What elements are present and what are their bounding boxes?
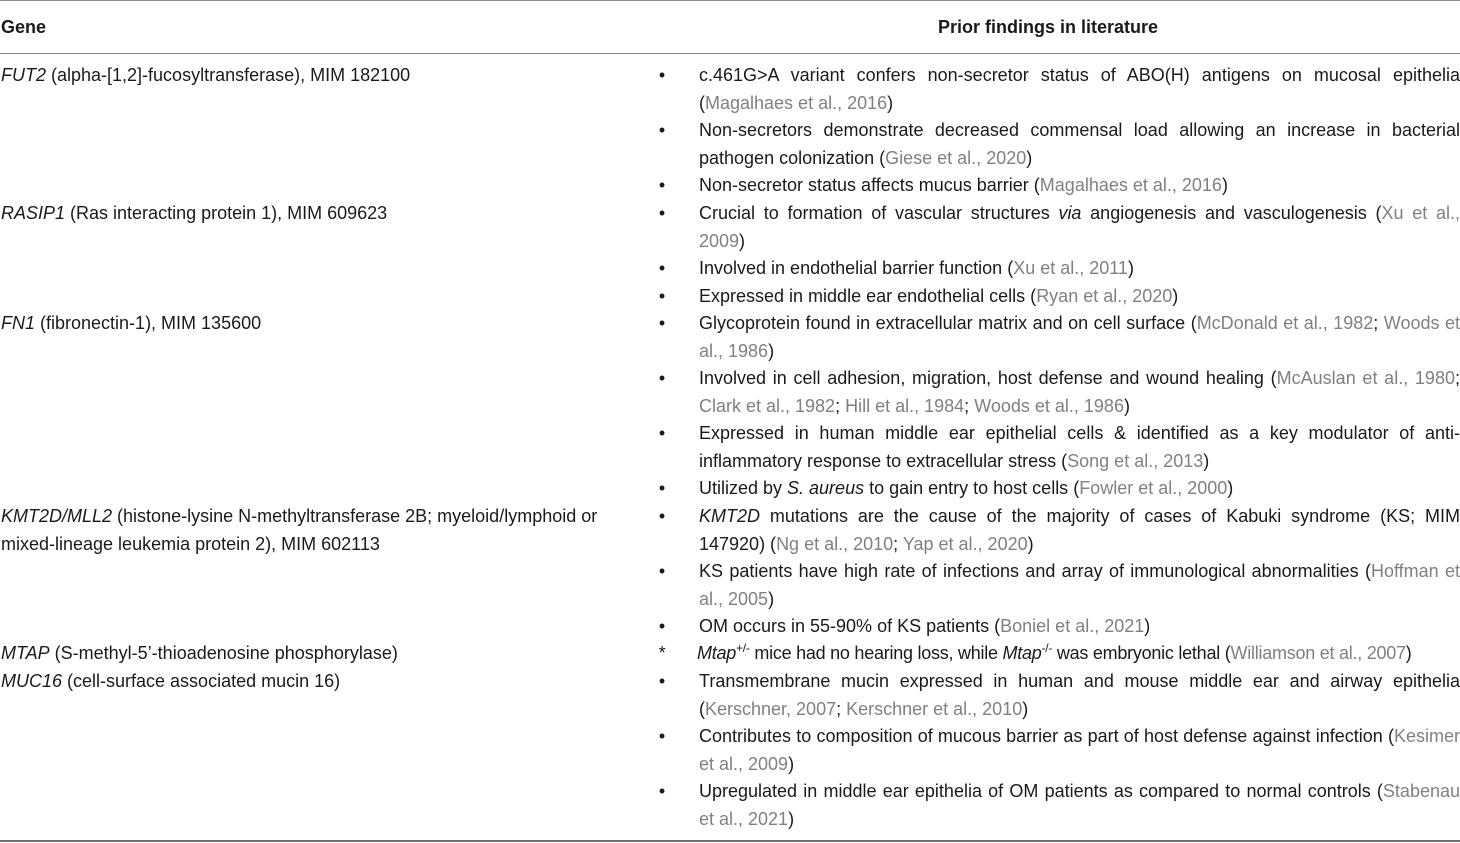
finding-text: ) (788, 753, 795, 774)
finding-text: angiogenesis and vasculogenesis ( (1081, 203, 1382, 223)
citation: Clark et al., 1982 (699, 395, 836, 416)
genotype-superscript: -/- (1041, 641, 1053, 655)
finding-text: Upregulated in middle ear epithelia of OM patients as compared to normal controls ( (699, 781, 1383, 801)
gene-symbol: KMT2D/MLL2 (1, 506, 113, 526)
bullet: • (658, 478, 666, 498)
finding-item (656, 475, 1460, 503)
finding-text: ) (768, 340, 775, 361)
citation: Magalhaes et al., 2016 (705, 92, 888, 113)
finding-text: ; (836, 698, 847, 719)
citation: McAuslan et al., 1980 (1276, 368, 1455, 388)
gene-symbol: MTAP (1, 643, 50, 663)
finding-text: Contributes to composition of mucous barrier as part of host defense against infection ( (699, 726, 1394, 746)
gene-description: (alpha-[1,2]-fucosyltransferase), MIM 182100 (46, 65, 411, 85)
finding-item (656, 200, 1460, 255)
finding-text: ) (1022, 698, 1029, 719)
genotype-superscript: +/- (736, 641, 750, 655)
finding-text: mutations are the cause of the majority of cases of Kabuki syndrome (KS; MIM 147920) ( (699, 506, 1460, 554)
bullet: • (658, 506, 666, 526)
finding-text: ; (1373, 313, 1384, 333)
citation: Yap et al., 2020 (902, 533, 1028, 554)
finding-text: Expressed in human middle ear epithelial cells & identified as a key modulator of anti-inflammatory response to extracellular stress ( (699, 423, 1460, 471)
citation: Kerschner, 2007 (705, 698, 837, 719)
finding-item (656, 62, 1460, 117)
citation: Kesimer et al., 2009 (699, 726, 1460, 774)
finding-italic: S. aureus (787, 478, 865, 498)
finding-text: Transmembrane mucin expressed in human and mouse middle ear and airway epithelia ( (699, 671, 1460, 719)
bullet: * (658, 643, 666, 663)
citation: Boniel et al., 2021 (1000, 616, 1145, 636)
header-rule (0, 53, 1460, 54)
finding-item (656, 778, 1460, 833)
bullet: • (658, 258, 666, 278)
finding-text: ) (1172, 285, 1179, 306)
finding-text: OM occurs in 55-90% of KS patients ( (699, 616, 1001, 636)
finding-item (656, 310, 1460, 365)
finding-item (656, 117, 1460, 172)
gene-description: (fibronectin-1), MIM 135600 (35, 313, 262, 333)
finding-text: ) (1405, 643, 1412, 663)
bullet: • (658, 781, 666, 801)
finding-text: c.461G>A variant confers non-secretor status of ABO(H) antigens on mucosal epithelia ( (699, 65, 1460, 113)
finding-text: ) (1221, 175, 1228, 195)
bullet: • (658, 175, 666, 195)
findings-kmt2d (656, 503, 1460, 641)
bullet: • (658, 616, 666, 636)
findings-fn1 (656, 310, 1460, 503)
finding-item (656, 640, 1460, 668)
citation: Stabenau et al., 2021 (699, 781, 1460, 829)
finding-text: ; (835, 395, 846, 416)
citation: Hoffman et al., 2005 (699, 561, 1460, 609)
citation: Woods et al., 1986 (974, 395, 1124, 416)
gene-cell-mtap (1, 640, 641, 668)
gene-symbol: RASIP1 (1, 203, 66, 223)
bullet: • (658, 203, 666, 223)
bullet: • (658, 313, 666, 333)
citation: Ng et al., 2010 (776, 533, 894, 554)
bullet: • (658, 368, 666, 388)
bullet: • (658, 285, 666, 306)
finding-text: ) (739, 230, 746, 251)
gene-description: (S-methyl-5’-thioadenosine phosphorylase) (49, 643, 398, 663)
finding-text: ) (1123, 395, 1130, 416)
citation: Fowler et al., 2000 (1079, 478, 1228, 498)
findings-mtap (656, 640, 1460, 668)
finding-item (656, 283, 1460, 311)
gene-cell-rasip1 (1, 200, 641, 228)
citation: Woods et al., 1986 (699, 313, 1460, 361)
gene-cell-fut2 (1, 62, 641, 90)
finding-text: Glycoprotein found in extracellular matrix and on cell surface ( (699, 313, 1197, 333)
citation: Xu et al., 2009 (699, 203, 1460, 251)
finding-text: KS patients have high rate of infections and array of immunological abnormalities ( (699, 561, 1371, 581)
citation: Ryan et al., 2020 (1036, 285, 1173, 306)
finding-text: ) (768, 588, 775, 609)
finding-text: ; (1454, 368, 1460, 388)
finding-text: Utilized by (699, 478, 788, 498)
gene-symbol: MUC16 (1, 671, 63, 691)
finding-text: Expressed in middle ear endothelial cells ( (699, 285, 1037, 306)
finding-text: Crucial to formation of vascular structures (699, 203, 1059, 223)
header-gene: Gene (1, 17, 47, 37)
gene-cell-fn1 (1, 310, 641, 338)
citation: Xu et al., 2011 (1013, 258, 1128, 278)
citation: Kerschner et al., 2010 (846, 698, 1023, 719)
finding-italic: KMT2D (699, 506, 761, 526)
citation: Song et al., 2013 (1067, 450, 1204, 471)
gene-cell-kmt2d (1, 503, 641, 558)
citation: McDonald et al., 1982 (1196, 313, 1374, 333)
bullet: • (658, 671, 666, 691)
gene-description: (Ras interacting protein 1), MIM 609623 (65, 203, 388, 223)
finding-item (656, 172, 1460, 200)
citation: Giese et al., 2020 (885, 147, 1027, 168)
table-top-rule (0, 0, 1460, 1)
table-bottom-rule (0, 840, 1460, 842)
finding-text: ) (1127, 258, 1134, 278)
finding-text: Involved in endothelial barrier function ( (699, 258, 1014, 278)
findings-muc16 (656, 668, 1460, 833)
gene-description: (cell-surface associated mucin 16) (62, 671, 341, 691)
finding-italic: via (1058, 203, 1082, 223)
finding-item (656, 668, 1460, 723)
finding-item (656, 558, 1460, 613)
citation: Williamson et al., 2007 (1230, 643, 1406, 663)
findings-fut2 (656, 62, 1460, 200)
finding-text: to gain entry to host cells ( (864, 478, 1080, 498)
finding-text: ) (788, 808, 795, 829)
finding-item (656, 723, 1460, 778)
finding-italic: Mtap (697, 643, 737, 663)
finding-item (656, 365, 1460, 420)
finding-text: ) (1227, 478, 1234, 498)
gene-symbol: FUT2 (1, 65, 46, 85)
citation: Hill et al., 1984 (845, 395, 965, 416)
bullet: • (658, 561, 666, 581)
findings-rasip1 (656, 200, 1460, 310)
gene-cell-muc16 (1, 668, 641, 696)
finding-text: ; (893, 533, 903, 554)
finding-text: ) (1027, 533, 1034, 554)
finding-item (656, 255, 1460, 283)
citation: Magalhaes et al., 2016 (1039, 175, 1222, 195)
bullet: • (658, 65, 666, 85)
gene-symbol: FN1 (1, 313, 36, 333)
finding-text: was embryonic lethal ( (1052, 643, 1231, 663)
finding-text: mice had no hearing loss, while (749, 643, 1003, 663)
finding-item (656, 420, 1460, 475)
finding-item (656, 613, 1460, 641)
bullet: • (658, 726, 666, 746)
gene-description: (histone-lysine N-methyltransferase 2B; myeloid/lymphoid or mixed-lineage leukemia protein 2), MIM 602113 (1, 506, 598, 554)
finding-text: ) (1144, 616, 1151, 636)
finding-text: ) (1203, 450, 1210, 471)
finding-text: ; (964, 395, 975, 416)
finding-text: Non-secretors demonstrate decreased commensal load allowing an increase in bacterial pathogen colonization ( (699, 120, 1460, 168)
finding-item (656, 503, 1460, 558)
finding-text: Non-secretor status affects mucus barrier ( (699, 175, 1040, 195)
bullet: • (658, 423, 666, 443)
finding-italic: Mtap (1002, 643, 1042, 663)
finding-text: ) (1026, 147, 1033, 168)
finding-text: Involved in cell adhesion, migration, host defense and wound healing ( (699, 368, 1277, 388)
finding-text: ) (887, 92, 894, 113)
header-findings: Prior findings in literature (938, 17, 1159, 37)
bullet: • (658, 120, 666, 140)
